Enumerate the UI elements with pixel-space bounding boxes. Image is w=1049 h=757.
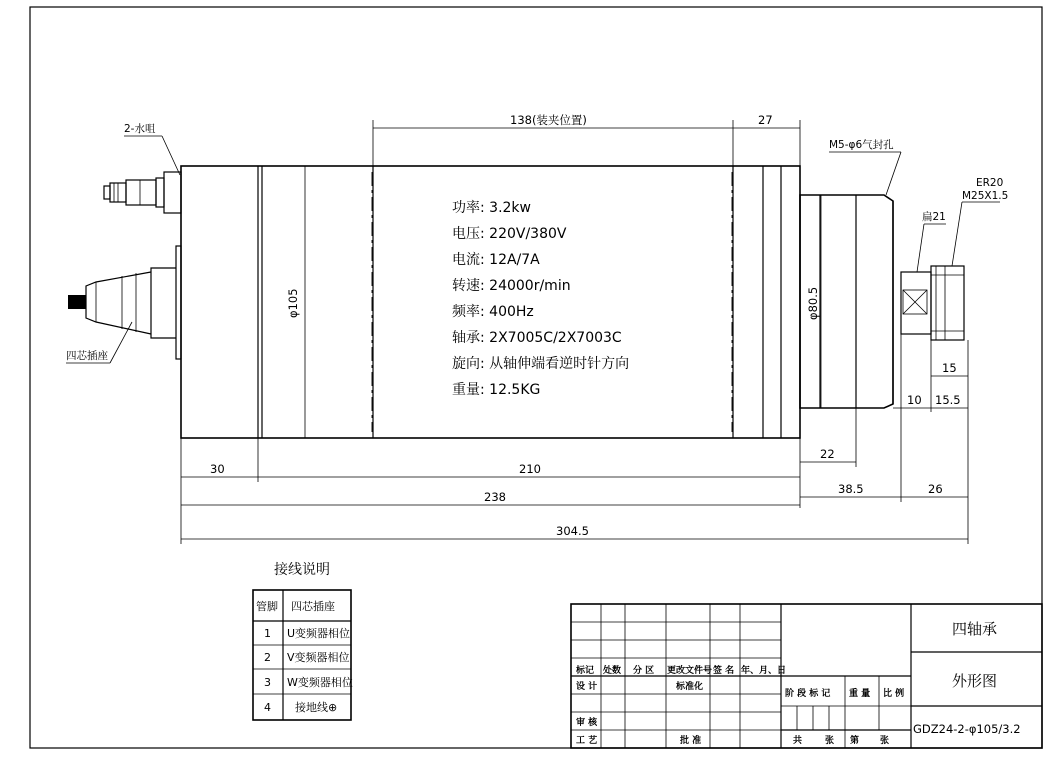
dim-dia80: φ80.5 — [806, 286, 820, 320]
dim-38: 38.5 — [838, 482, 864, 496]
tb-scale: 比 例 — [883, 689, 905, 699]
wiring-header-pin: 管脚 — [256, 600, 278, 613]
spec-power: 功率: 3.2kw — [452, 200, 531, 216]
wiring-cell: 2 — [264, 651, 271, 664]
tb-weight: 重 量 — [849, 689, 871, 699]
wiring-table — [253, 561, 353, 720]
water-nozzle — [164, 172, 181, 213]
tb-standard: 标准化 — [676, 682, 704, 692]
tb-zone: 分 区 — [633, 666, 655, 676]
dim-dia105: φ105 — [286, 288, 300, 318]
dim-22: 22 — [820, 447, 835, 461]
tb-stage: 阶 段 标 记 — [785, 689, 831, 699]
tb-count: 处数 — [603, 666, 622, 676]
dim-238: 238 — [484, 490, 506, 504]
label-collet-thread: M25X1.5 — [962, 190, 1009, 202]
tb-sign: 签 名 — [713, 666, 735, 676]
tb-review: 审 核 — [576, 718, 598, 728]
label-water-nozzle: 2-水咀 — [124, 123, 156, 135]
dim-26: 26 — [928, 482, 943, 496]
spec-speed: 转速: 24000r/min — [452, 278, 571, 294]
tb-design: 设 计 — [576, 682, 598, 692]
tb-sheets: 张 — [825, 736, 835, 746]
spec-list — [452, 200, 629, 398]
tb-total: 共 — [793, 736, 803, 746]
wiring-cell: 3 — [264, 676, 271, 689]
wiring-header-plug: 四芯插座 — [291, 600, 335, 613]
wiring-cell: 4 — [264, 701, 271, 714]
spec-rotation: 旋向: 从轴伸端看逆时针方向 — [452, 356, 630, 372]
title-block — [571, 604, 1042, 748]
wiring-cell: 1 — [264, 627, 271, 640]
spec-frequency: 频率: 400Hz — [452, 304, 534, 320]
label-collet: ER20 — [976, 177, 1004, 189]
tb-date: 年、月、日 — [741, 666, 787, 676]
label-plug: 四芯插座 — [66, 350, 108, 362]
wiring-title: 接线说明 — [274, 562, 330, 578]
label-air-seal: M5-φ6气封孔 — [829, 139, 894, 151]
dim-30: 30 — [210, 462, 225, 476]
label-flat: 扁21 — [922, 211, 946, 223]
tb-name: 四轴承 — [952, 620, 998, 638]
spec-weight: 重量: 12.5KG — [452, 382, 541, 398]
wiring-cell: W变频器相位 — [287, 676, 353, 689]
dim-27: 27 — [758, 113, 773, 127]
wiring-cell: 接地线⊕ — [295, 701, 338, 714]
dim-15-5: 15.5 — [935, 393, 961, 407]
dim-304: 304.5 — [556, 524, 589, 538]
dim-138: 138(装夹位置) — [510, 113, 587, 127]
tb-change: 更改文件号 — [667, 666, 713, 676]
wiring-cell: U变频器相位 — [287, 627, 351, 640]
wiring-cell: V变频器相位 — [287, 651, 350, 664]
spec-bearing: 轴承: 2X7005C/2X7003C — [452, 330, 622, 346]
dim-15: 15 — [942, 361, 957, 375]
tb-code: GDZ24-2-φ105/3.2 — [913, 722, 1021, 736]
tb-drawing: 外形图 — [952, 672, 998, 690]
tb-sheets2: 张 — [880, 736, 890, 746]
dim-210: 210 — [519, 462, 541, 476]
tb-approve: 批 准 — [680, 736, 702, 746]
spec-voltage: 电压: 220V/380V — [452, 226, 567, 242]
dim-10: 10 — [907, 393, 922, 407]
tb-process: 工 艺 — [576, 736, 598, 746]
tb-mark: 标记 — [576, 666, 595, 676]
spec-current: 电流: 12A/7A — [452, 252, 540, 268]
tb-sheet-no: 第 — [850, 736, 860, 746]
